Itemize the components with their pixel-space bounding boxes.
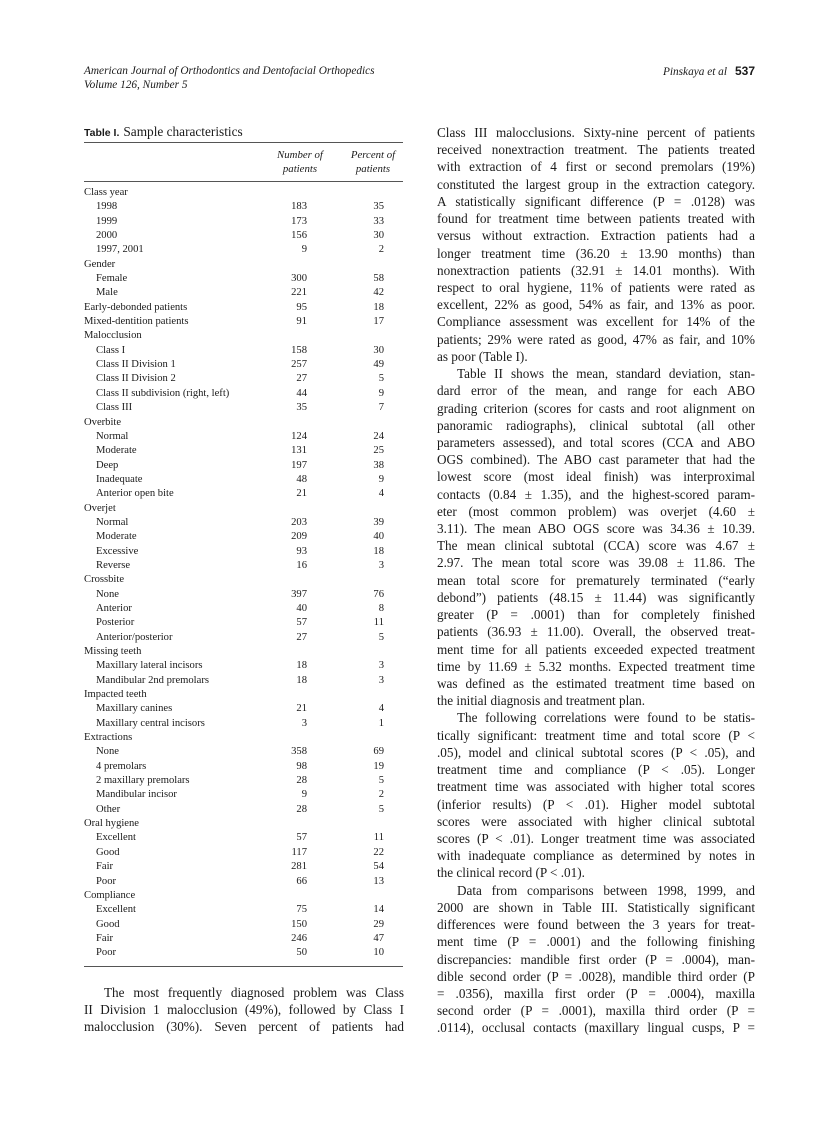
row-number: 44 [296, 387, 307, 399]
text-line: = .0356), maxilla first order (P = .0004), maxilla [437, 985, 755, 1001]
paragraph [437, 882, 755, 1037]
table-row [84, 215, 403, 229]
row-number: 18 [296, 674, 307, 686]
row-number: 173 [291, 215, 307, 227]
row-number: 91 [296, 316, 307, 328]
column-header-line: Percent of [350, 149, 396, 161]
row-percent: 3 [378, 660, 384, 672]
row-percent: 54 [373, 861, 384, 873]
table-header [84, 143, 403, 181]
row-percent: 47 [373, 932, 384, 944]
text-line: with inadequate compliance as determined by notes in [437, 848, 755, 864]
text-line: (inferior results) (P < .01). Higher model subtotal [437, 796, 755, 812]
table-group-row [84, 329, 403, 343]
table-title: Sample characteristics [123, 124, 243, 139]
row-percent: 49 [373, 359, 384, 371]
row-number: 124 [291, 430, 307, 442]
table-row [84, 487, 403, 501]
table-sample-characteristics [84, 124, 403, 967]
row-percent: 8 [378, 602, 384, 614]
row-label: None [96, 588, 119, 600]
row-number: 57 [296, 617, 307, 629]
row-label: Oral hygiene [84, 818, 140, 830]
authors: Pinskaya et al [662, 66, 727, 78]
row-percent: 18 [373, 545, 384, 557]
row-number: 27 [296, 373, 307, 385]
table-row [84, 559, 403, 573]
table-row [84, 358, 403, 372]
journal-volume: Volume 126, Number 5 [84, 79, 188, 91]
text-line: discrepancies: mandible first order (P = .0004), man- [437, 951, 755, 967]
page-number: 537 [734, 64, 755, 78]
journal-title: American Journal of Orthodontics and Dentofacial Orthopedics [84, 65, 375, 77]
table-label: Table I. [84, 127, 120, 139]
column-header-line: patients [355, 163, 391, 175]
table-group-row [84, 817, 403, 831]
left-column-text [84, 984, 404, 1036]
table-row [84, 616, 403, 630]
text-line: treatment time was associated with higher total scores [437, 779, 755, 795]
table-row [84, 860, 403, 874]
text-line: time by 11.69 ± 5.32 months. Expected treatment time [437, 658, 755, 674]
row-label: Deep [96, 459, 119, 471]
table-row [84, 387, 403, 401]
row-label: None [96, 746, 119, 758]
row-label: Early-debonded patients [84, 301, 188, 313]
text-line: panoramic radiographs), clinical subtotal (all other [437, 417, 755, 433]
row-percent: 25 [373, 445, 384, 457]
text-line: nonextraction patients (32.91 ± 14.01 months). With [437, 262, 755, 278]
row-number: 197 [291, 459, 307, 471]
row-percent: 42 [373, 287, 384, 299]
row-label: Reverse [96, 559, 131, 571]
text-line: found for treatment time between patients treated with [437, 211, 755, 227]
row-label: Extractions [84, 732, 133, 744]
column-header-number [260, 148, 340, 176]
row-label: Class II Division 1 [96, 359, 176, 371]
row-label: Poor [96, 947, 117, 959]
text-line: received nonextraction treatment. The patients treated [437, 142, 755, 158]
text-line: The mean clinical subtotal (CCA) score was 4.67 ± [437, 538, 755, 554]
text-line: with extraction of 4 first or second premolars (19%) [437, 159, 755, 175]
row-number: 50 [296, 947, 307, 959]
table-row [84, 932, 403, 946]
row-percent: 3 [378, 559, 384, 571]
text-line: dard error of the mean, and range for each ABO [437, 383, 755, 399]
row-number: 358 [291, 746, 307, 758]
row-label: Excessive [96, 545, 139, 557]
row-label: Maxillary central incisors [96, 717, 205, 729]
row-percent: 76 [373, 588, 384, 600]
row-number: 117 [291, 846, 307, 858]
text-line: Compliance assessment was excellent for 14% of the [437, 314, 755, 330]
text-line: 3.11). The mean ABO OGS score was 34.36 ± 10.39. [437, 521, 755, 537]
row-number: 93 [296, 545, 307, 557]
row-number: 16 [296, 559, 307, 571]
table-row [84, 459, 403, 473]
row-label: Malocclusion [84, 330, 142, 342]
row-number: 150 [291, 918, 307, 930]
text-line: scores were associated with higher clinical subtotal [437, 813, 755, 829]
row-number: 28 [296, 775, 307, 787]
row-number: 21 [296, 703, 307, 715]
table-group-row [84, 889, 403, 903]
row-percent: 19 [373, 760, 384, 772]
row-label: Class II subdivision (right, left) [96, 387, 230, 399]
row-percent: 3 [378, 674, 384, 686]
row-number: 18 [296, 660, 307, 672]
row-label: Class III [96, 402, 133, 414]
table-group-row [84, 502, 403, 516]
row-label: Excellent [96, 832, 137, 844]
row-label: Compliance [84, 889, 136, 901]
row-number: 158 [291, 344, 307, 356]
row-percent: 1 [378, 717, 384, 729]
row-number: 281 [291, 861, 307, 873]
row-number: 9 [301, 244, 307, 256]
row-number: 9 [301, 789, 307, 801]
row-percent: 4 [378, 488, 384, 500]
table-group-row [84, 573, 403, 587]
row-number: 21 [296, 488, 307, 500]
row-label: Mandibular incisor [96, 789, 177, 801]
row-percent: 4 [378, 703, 384, 715]
row-percent: 33 [373, 215, 384, 227]
row-percent: 38 [373, 459, 384, 471]
row-percent: 17 [373, 316, 384, 328]
row-label: Good [96, 918, 120, 930]
row-label: Missing teeth [84, 646, 142, 657]
text-line: .0114), occlusal contacts (maxillary lingual cusps, P = [437, 1020, 755, 1036]
text-line: .05), model and clinical subtotal scores (P < .05), and [437, 744, 755, 760]
table-row [84, 788, 403, 802]
table-group-row [84, 416, 403, 430]
text-line: OGS combined). The ABO cast parameter that had the [437, 452, 755, 468]
paragraph [437, 709, 755, 881]
text-line: greater (P = .0001) than for completely finished [437, 607, 755, 623]
table-group-row [84, 731, 403, 745]
text-line: 2000 are shown in Table III. Statistically significant [437, 899, 755, 915]
row-label: Male [96, 287, 118, 299]
row-number: 203 [291, 516, 307, 528]
row-number: 131 [291, 445, 307, 457]
row-label: Mandibular 2nd premolars [96, 674, 209, 686]
row-number: 28 [296, 803, 307, 815]
text-line: second order (P = .0001), maxilla third order (P = [437, 1003, 755, 1019]
table-group-row [84, 315, 403, 329]
table-row [84, 444, 403, 458]
table-row [84, 401, 403, 415]
row-label: Normal [96, 430, 129, 442]
text-line: The most frequently diagnosed problem was Class [104, 985, 404, 1000]
text-line: scores (P < .01). Longer treatment time was associated [437, 830, 755, 846]
row-label: Excellent [96, 904, 137, 916]
text-line: mean total score for prematurely terminated (“early [437, 572, 755, 588]
row-label: 2000 [96, 230, 118, 242]
table-row [84, 200, 403, 214]
row-percent: 30 [373, 344, 384, 356]
table-row [84, 702, 403, 716]
text-line: The following correlations were found to be statis- [457, 710, 755, 726]
text-line: respect to oral hygiene, 11% of patients were rated as [437, 279, 755, 295]
row-percent: 10 [373, 947, 384, 959]
row-percent: 9 [378, 473, 384, 485]
row-label: Posterior [96, 617, 135, 629]
text-line: differences were found between the 3 years for treat- [437, 917, 755, 933]
row-percent: 11 [373, 832, 384, 844]
text-line: excellent, 22% as good, 54% as fair, and 13% as poor. [437, 297, 755, 313]
table-row [84, 631, 403, 645]
text-line: A statistically significant difference (P = .0128) was [437, 193, 755, 209]
table-row [84, 430, 403, 444]
row-label: Class year [84, 187, 128, 198]
row-label: 1999 [96, 215, 118, 227]
row-percent: 2 [378, 244, 384, 256]
table-row [84, 831, 403, 845]
row-number: 257 [291, 359, 307, 371]
text-line: Data from comparisons between 1998, 1999, and [457, 882, 755, 898]
row-number: 40 [296, 602, 307, 614]
row-number: 66 [296, 875, 307, 887]
table-body [84, 182, 403, 966]
table-row [84, 272, 403, 286]
table-row [84, 588, 403, 602]
row-percent: 11 [373, 617, 384, 629]
text-line: malocclusion (30%). Seven percent of patients had [84, 1019, 404, 1035]
table-row [84, 745, 403, 759]
table-row [84, 473, 403, 487]
table-caption [84, 124, 403, 142]
running-header-right [663, 64, 755, 79]
row-label: Moderate [96, 445, 137, 457]
table-group-row [84, 645, 403, 659]
table-row [84, 903, 403, 917]
table-row [84, 344, 403, 358]
row-number: 75 [296, 904, 307, 916]
table-group-row [84, 186, 403, 200]
table-row [84, 674, 403, 688]
text-line: dible second order (P = .0028), mandible third order (P [437, 968, 755, 984]
row-label: Crossbite [84, 574, 125, 586]
column-header-line: Number of [277, 149, 323, 161]
text-line: ment time for all patients exceeded expected treatment [437, 641, 755, 657]
text-line: contacts (0.84 ± 1.35), and the highest-scored param- [437, 486, 755, 502]
text-line: eter (most common problem) was overjet (4.60 ± [437, 503, 755, 519]
row-label: Poor [96, 875, 117, 887]
row-label: Anterior [96, 602, 132, 614]
row-number: 221 [291, 287, 307, 299]
text-line: Class III malocclusions. Sixty-nine percent of patients [437, 125, 755, 140]
table-row [84, 760, 403, 774]
row-label: Class I [96, 344, 126, 356]
row-number: 300 [291, 273, 307, 285]
row-percent: 5 [378, 775, 384, 787]
text-line: was defined as the estimated treatment time based on [437, 676, 755, 691]
text-line: ment time (P = .0001) and the following finishing [437, 934, 755, 950]
row-percent: 22 [373, 846, 384, 858]
text-line: debond”) patients (48.15 ± 11.44) was significantly [437, 589, 755, 605]
text-line: Table II shows the mean, standard deviation, stan- [457, 366, 755, 382]
text-line: patients; 29% were rated as good, 47% as fair, and 10% [437, 331, 755, 347]
text-line: treatment time and compliance (P < .05). Longer [437, 762, 755, 778]
text-line: longer treatment time (36.20 ± 13.90 months) than [437, 245, 755, 261]
table-row [84, 516, 403, 530]
paragraph [437, 365, 755, 709]
row-percent: 40 [373, 531, 384, 543]
row-percent: 5 [378, 803, 384, 815]
row-label: Female [96, 273, 128, 285]
row-number: 98 [296, 760, 307, 772]
table-group-row [84, 688, 403, 702]
table-row [84, 846, 403, 860]
row-label: Anterior open bite [96, 488, 174, 500]
text-line: versus without extraction. Extraction patients had a [437, 228, 755, 244]
row-label: Moderate [96, 531, 137, 543]
table-row [84, 372, 403, 386]
row-number: 156 [291, 230, 307, 242]
row-label: Gender [84, 258, 116, 270]
row-percent: 9 [378, 387, 384, 399]
column-header-percent [340, 148, 406, 176]
row-percent: 7 [378, 402, 384, 414]
text-line: lowest score (most ideal finish) was interproximal [437, 469, 755, 485]
table-row [84, 875, 403, 889]
table-row [84, 530, 403, 544]
row-label: Overbite [84, 416, 122, 428]
row-number: 57 [296, 832, 307, 844]
row-label: Inadequate [96, 473, 143, 485]
table-row [84, 286, 403, 300]
row-percent: 39 [373, 516, 384, 528]
row-percent: 2 [378, 789, 384, 801]
column-header-line: patients [282, 163, 318, 175]
text-line: as poor (Table I). [437, 348, 528, 364]
row-number: 397 [291, 588, 307, 600]
paragraph [437, 124, 755, 365]
right-column-text [437, 124, 755, 1037]
row-number: 209 [291, 531, 307, 543]
table-row [84, 659, 403, 673]
row-number: 27 [296, 631, 307, 643]
row-label: 1998 [96, 201, 118, 213]
row-percent: 5 [378, 373, 384, 385]
row-number: 183 [291, 201, 307, 213]
row-percent: 13 [373, 875, 384, 887]
text-line: parameters assessed), and total scores (CCA and ABO [437, 434, 755, 450]
row-label: Class II Division 2 [96, 373, 176, 385]
table-group-row [84, 301, 403, 315]
text-line: grading criterion (scores for casts and root alignment on [437, 400, 755, 416]
row-label: Other [96, 803, 121, 815]
table-row [84, 946, 403, 960]
row-label: Impacted teeth [84, 689, 147, 701]
text-line: 2.97. The mean total score was 39.08 ± 11.86. The [437, 555, 755, 571]
row-percent: 30 [373, 230, 384, 242]
text-line: constituted the largest group in the extraction category. [437, 176, 755, 192]
table-row [84, 229, 403, 243]
row-percent: 29 [373, 918, 384, 930]
text-line: patients (36.93 ± 11.00). Overall, the observed treat- [437, 624, 755, 640]
row-number: 246 [291, 932, 307, 944]
row-label: Fair [96, 932, 114, 944]
row-number: 48 [296, 473, 307, 485]
paragraph [84, 984, 404, 1036]
row-number: 3 [301, 717, 307, 729]
table-bottom-rule [84, 966, 403, 967]
row-number: 95 [296, 301, 307, 313]
row-percent: 24 [373, 430, 384, 442]
table-row [84, 243, 403, 257]
table-row [84, 545, 403, 559]
text-line: the initial diagnosis and treatment plan. [437, 693, 646, 709]
row-label: Mixed-dentition patients [84, 316, 189, 328]
running-header-left [84, 64, 375, 92]
row-label: 4 premolars [96, 760, 147, 772]
table-row [84, 918, 403, 932]
text-line: tically significant: treatment time and total score (P < [437, 727, 755, 743]
row-percent: 58 [373, 273, 384, 285]
row-label: 1997, 2001 [96, 244, 144, 256]
text-line: the clinical record (P < .01). [437, 865, 585, 881]
table-row [84, 774, 403, 788]
row-percent: 14 [373, 904, 384, 916]
row-label: Fair [96, 861, 114, 873]
row-label: Good [96, 846, 120, 858]
table-row [84, 717, 403, 731]
row-number: 35 [296, 402, 307, 414]
table-row [84, 602, 403, 616]
row-percent: 69 [373, 746, 384, 758]
row-label: Maxillary lateral incisors [96, 660, 203, 672]
table-group-row [84, 258, 403, 272]
text-line: II Division 1 malocclusion (49%), followed by Class I [84, 1002, 404, 1018]
row-label: Normal [96, 516, 129, 528]
row-percent: 5 [378, 631, 384, 643]
table-row [84, 803, 403, 817]
row-label: 2 maxillary premolars [96, 775, 190, 787]
row-percent: 18 [373, 301, 384, 313]
row-label: Overjet [84, 502, 116, 514]
row-label: Maxillary canines [96, 703, 173, 715]
row-label: Anterior/posterior [96, 631, 173, 643]
row-percent: 35 [373, 201, 384, 213]
